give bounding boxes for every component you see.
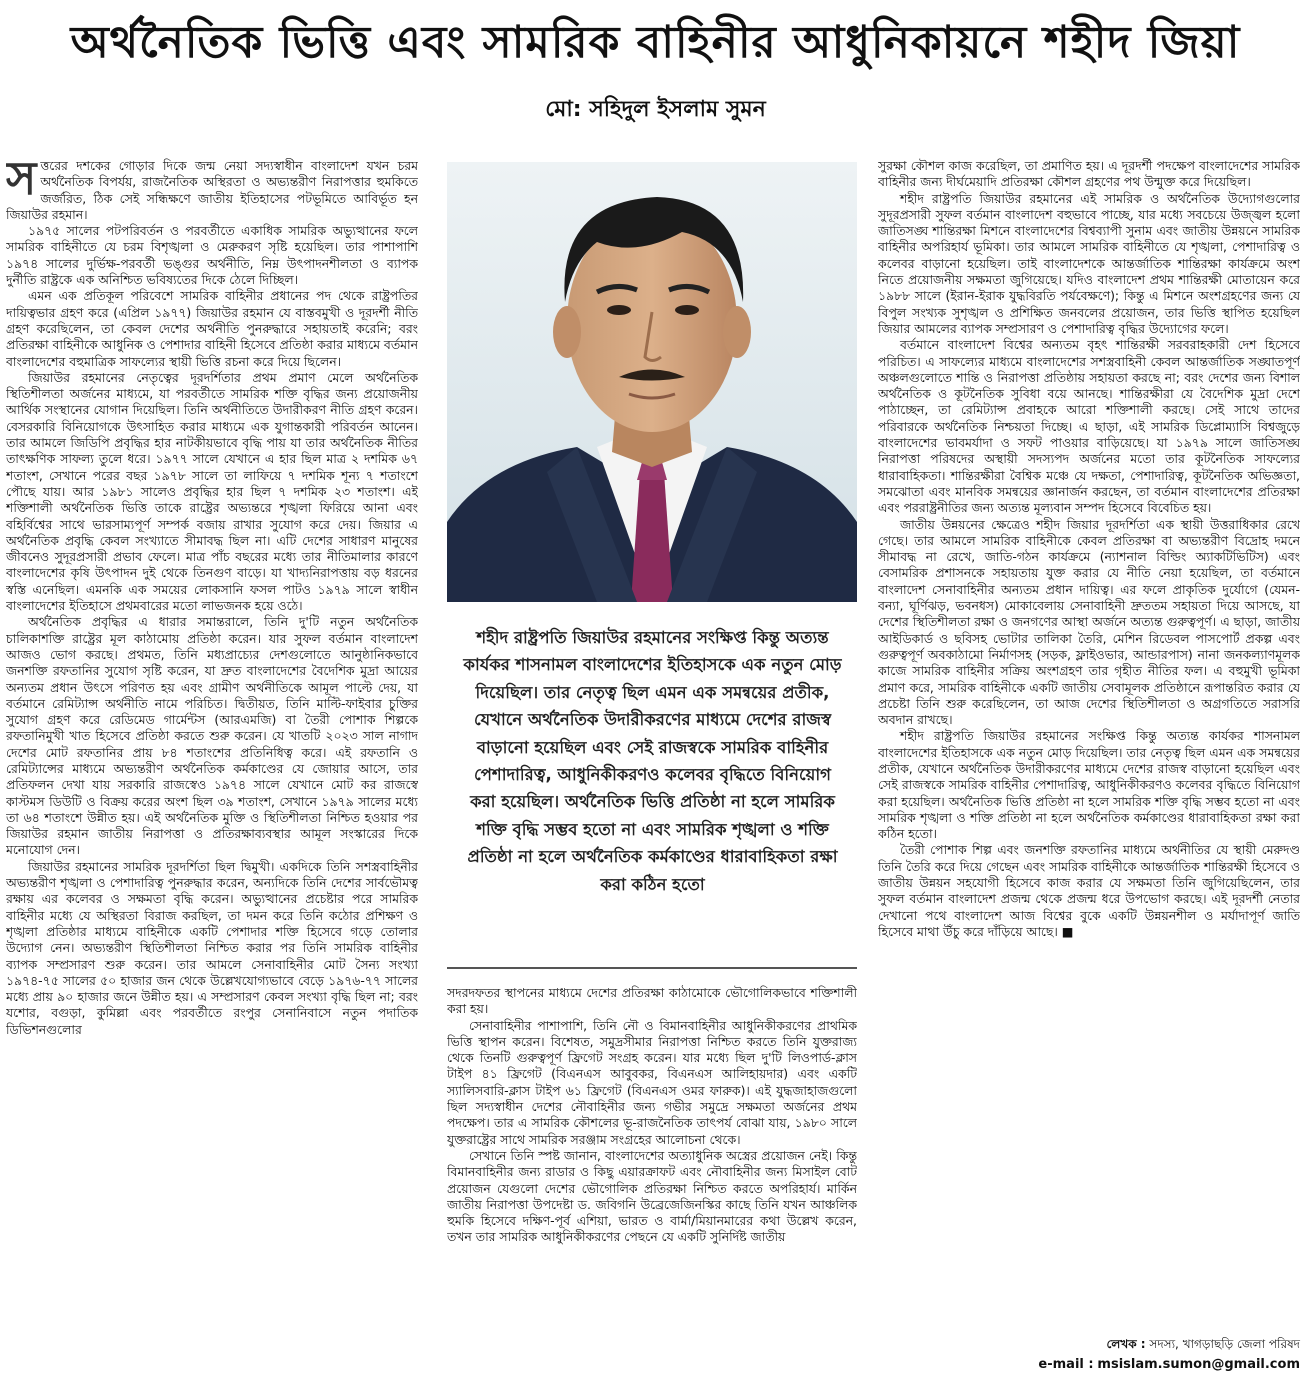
portrait-photo (447, 162, 857, 602)
paragraph: সদরদফতর স্থাপনের মাধ্যমে দেশের প্রতিরক্ষা কাঠামোকে ভৌগোলিকভাবে শক্তিশালী করা হয়। (447, 985, 857, 1017)
paragraph: সেনাবাহিনীর পাশাপাশি, তিনি নৌ ও বিমানবাহিনীর আধুনিকীকরণের প্রাথমিক ভিত্তি স্থাপন করেন। বিশেষত, সমুদ্রসীমার নিরাপত্তা নিশ্চিত করতে তিনি যুক্তরাজ্য থেকে তিনটি গুরুত্বপূর্ণ ফ্রিগেট সংগ্রহ করেন। যার মধ্যে ছিল দু'টি লিওপার্ড-ক্লাস টাইপ ৪১ ফ্রিগেট (বিএনএস আবুবকর, বিএনএস আলিহায়দার) এবং একটি স্যালিসবারি-ক্লাস টাইপ ৬১ ফ্রিগেট (বিএনএস ওমর ফারুক)। এই যুদ্ধজাহাজগুলো ছিল সদ্যস্বাধীন দেশের নৌবাহিনীর জন্য গভীর সমুদ্রে সক্ষমতা অর্জনের প্রথম পদক্ষেপ। তার এ সামরিক কৌশলের ভূ-রাজনৈতিক তাৎপর্য বোঝা যায়, ১৯৮০ সালে যুক্তরাষ্ট্রের সাথে সামরিক সরঞ্জাম সংগ্রহের আলোচনা থেকে। (447, 1017, 857, 1147)
paragraph: জিয়াউর রহমানের নেতৃত্বের দূরদর্শিতার প্রথম প্রমাণ মেলে অর্থনৈতিক স্থিতিশীলতা অর্জনের মাধ্যমে, যা পরবর্তীতে সামরিক শক্তি বৃদ্ধির জন্য প্রয়োজনীয় আর্থিক সংস্থানের যোগান দিয়েছিল। তিনি অর্থনীতিতে উদারীকরণ নীতি গ্রহণ করেন। বেসরকারি বিনিয়োগকে উৎসাহিত করার মাধ্যমে এক যুগান্তকারী পরিবর্তন আনেন। তার আমলে জিডিপি প্রবৃদ্ধির হার নাটকীয়ভাবে বৃদ্ধি পায় যা তার অর্থনৈতিক নীতির তাৎক্ষণিক সাফল্য তুলে ধরে। ১৯৭৭ সালে যেখানে এ হার ছিল মাত্র ২ দশমিক ৬৭ শতাংশ, সেখানে পরের বছর ১৯৭৮ সালে তা লাফিয়ে ৭ দশমিক শূন্য ৭ শতাংশে পৌছে যায়। আর ১৯৮১ সালেও প্রবৃদ্ধির হার ছিল ৭ দশমিক ২৩ শতাংশ। এই শক্তিশালী অর্থনৈতিক ভিত্তি তাকে রাষ্ট্রের অভ্যন্তরে শৃঙ্খলা ফিরিয়ে আনা এবং বহির্বিশ্বের সাথে ভারসাম্যপূর্ণ সম্পর্ক বজায় রাখার সুযোগ করে দেয়। জিয়ার এ অর্থনৈতিক প্রবৃদ্ধি কেবল সংখ্যাতে সীমাবদ্ধ ছিল না। এটি দেশের সাধারণ মানুষের জীবনেও সুদূরপ্রসারী প্রভাব ফেলে। মাত্র পাঁচ বছরের মধ্যে তার নীতিমালার কারণে বাংলাদেশের কৃষি উৎপাদন দুই থেকে তিনগুণ বাড়ে। যা খাদ্যনিরাপত্তায় বড় ধরনের স্বস্তি এনেছিল। এমনকি এক সময়ের লোকসানি ফসল পাটও ১৯৭৯ সালে স্বাধীন বাংলাদেশের ইতিহাসে প্রথমবারের মতো লাভজনক হয়ে ওঠে। (6, 369, 418, 614)
paragraph: শহীদ রাষ্ট্রপতি জিয়াউর রহমানের সংক্ষিপ্ত কিন্তু অত্যন্ত কার্যকর শাসনামল বাংলাদেশের ইতিহাসকে এক নতুন মোড় দিয়েছিল। তার নেতৃত্ব ছিল এমন এক সমন্বয়ের প্রতীক, যেখানে অর্থনৈতিক উদারীকরণের মাধ্যমে দেশের রাজস্ব বাড়ানো হয়েছিল এবং সেই রাজস্বকে সামরিক বাহিনীর পেশাদারিত্ব, আধুনিকীকরণও কলেবর বৃদ্ধিতে বিনিয়োগ করা হয়েছিল। অর্থনৈতিক ভিত্তি প্রতিষ্ঠা না হলে সামরিক শক্তি বৃদ্ধি সম্ভব হতো না এবং সামরিক শৃঙ্খলা ও শক্তি প্রতিষ্ঠা না হলে অর্থনৈতিক কর্মকাণ্ডের ধারাবাহিকতা রক্ষা করা কঠিন হতো। (878, 728, 1300, 842)
article-column-3 (878, 158, 1300, 1330)
paragraph: এমন এক প্রতিকূল পরিবেশে সামরিক বাহিনীর প্রধানের পদ থেকে রাষ্ট্রপতির দায়িত্বভার গ্রহণ করে (এপ্রিল ১৯৭৭) জিয়াউর রহমান যে বাস্তবমুখী ও দূরদর্শী নীতি গ্রহণ করেছিলেন, তা কেবল দেশের অর্থনীতি পুনরুদ্ধারে সহায়তাই করেনি; বরং প্রতিরক্ষা বাহিনীকে আধুনিক ও পেশাদার বাহিনী হিসেবে প্রতিষ্ঠা করার মাধ্যমে বর্তমান বাংলাদেশের বহুমাত্রিক সাফল্যের স্থায়ী ভিত্তি রচনা করে দিয়ে ছিলেন। (6, 288, 418, 369)
paragraph: ১৯৭৫ সালের পটপরিবর্তন ও পরবর্তীতে একাধিক সামরিক অভ্যুত্থানের ফলে সামরিক বাহিনীতে যে চরম বিশৃঙ্খলা ও মেরুকরণ সৃষ্টি হয়েছিল। তার পাশাপাশি ১৯৭৪ সালের দুর্ভিক্ষ-পরবর্তী ভঙ্গুর অর্থনীতি, নিম্ন উৎপাদনশীলতা ও ব্যাপক দুর্নীতি রাষ্ট্রকে এক অনিশ্চিত ভবিষ্যতের দিকে ঠেলে দিচ্ছিল। (6, 223, 418, 288)
paragraph: শহীদ রাষ্ট্রপতি জিয়াউর রহমানের এই সামরিক ও অর্থনৈতিক উদ্যোগগুলোর সুদূরপ্রসারী সুফল বর্তমান বাংলাদেশ বহুভাবে পাচ্ছে, যার মধ্যে সবচেয়ে উজ্জ্বল হলো জাতিসঙ্ঘ শান্তিরক্ষা মিশনে বাংলাদেশের বিশ্বব্যাপী সুনাম এবং জাতীয় উন্নয়নে সামরিক বাহিনীর অপরিহার্য ভূমিকা। তার আমলে সামরিক বাহিনীতে যে শৃঙ্খলা, পেশাদারিত্ব ও কলেবর বাড়ানো হয়েছিল। তাই বাংলাদেশকে আন্তর্জাতিক শান্তিরক্ষা কার্যক্রমে অংশ নিতে প্রয়োজনীয় সক্ষমতা জুগিয়েছে। যদিও বাংলাদেশ প্রথম শান্তিরক্ষী মোতায়েন করে ১৯৮৮ সালে (ইরান-ইরাক যুদ্ধবিরতি পর্যবেক্ষণে); কিন্তু এ মিশনে অংশগ্রহণের জন্য যে বিপুল সংখ্যক সুশৃঙ্খল ও প্রশিক্ষিত জনবলের প্রয়োজন, তার ভিত্তি স্থাপিত হয়েছিল জিয়ার আমলের ব্যাপক সম্প্রসারণ ও পেশাদারিত্ব বৃদ্ধির উদ্যোগের ফলে। (878, 190, 1300, 336)
article-title: অর্থনৈতিক ভিত্তি এবং সামরিক বাহিনীর আধুনিকায়নে শহীদ জিয়া (70, 17, 1241, 68)
author-position: সদস্য, খাগড়াছড়ি জেলা পরিষদ (1149, 1337, 1300, 1351)
paragraph: বর্তমানে বাংলাদেশ বিশ্বের অন্যতম বৃহৎ শান্তিরক্ষী সরবরাহকারী দেশ হিসেবে পরিচিত। এ সাফল্যের মাধ্যমে বাংলাদেশের সশস্ত্রবাহিনী কেবল আন্তর্জাতিক সঙ্ঘাতপূর্ণ অঞ্চলগুলোতে শান্তি ও নিরাপত্তা প্রতিষ্ঠায় সহায়তা করছে না; বরং দেশের জন্য বিশাল অর্থনৈতিক ও কূটনৈতিক সুবিধা বয়ে আনছে। শান্তিরক্ষীরা যে বৈদেশিক মুদ্রা দেশে পাঠাচ্ছেন, তা রেমিট্যান্স প্রবাহকে আরো শক্তিশালী করছে। সেই সাথে তাদের পরিবারকে অর্থনৈতিক নিশ্চয়তা দিচ্ছে। এ ছাড়া, এই সামরিক ডিপ্লোম্যাসি বিশ্বজুড়ে বাংলাদেশের ভাবমর্যাদা ও সফট পাওয়ার বাড়িয়েছে। যা ১৯৭৯ সালে জাতিসঙ্ঘ নিরাপত্তা পরিষদের অস্থায়ী সদস্যপদ অর্জনের মতো তার কূটনৈতিক সাফল্যের ধারাবাহিকতা। শান্তিরক্ষীরা বৈশ্বিক মঞ্চে যে দক্ষতা, পেশাদারিত্ব, কূটনৈতিক অভিজ্ঞতা, সমঝোতা এবং মানবিক সমন্বয়ের জ্ঞানার্জন করছেন, তা বর্তমান বাংলাদেশের প্রতিরক্ষা এবং পররাষ্ট্রনীতির জন্য অত্যন্ত মূল্যবান সম্পদ হিসেবে বিবেচিত হয়। (878, 337, 1300, 516)
byline: মো: সহিদুল ইসলাম সুমন (545, 97, 766, 122)
paragraph: সেখানে তিনি স্পষ্ট জানান, বাংলাদেশের অত্যাধুনিক অস্ত্রের প্রয়োজন নেই। কিন্তু বিমানবাহিনীর জন্য রাডার ও কিছু এয়ারক্রাফট এবং নৌবাহিনীর জন্য মিসাইল বোট প্রয়োজন যেগুলো দেশের ভৌগোলিক প্রতিরক্ষা নিশ্চিত করতে অপরিহার্য। মার্কিন জাতীয় নিরাপত্তা উপদেষ্টা ড. জবিগনি উব্রেজেজিনস্কির কাছে তিনি যখন আঞ্চলিক হুমকি হিসেবে দক্ষিণ-পূর্ব এশিয়া, ভারত ও বার্মা/মিয়ানমারের কথা উল্লেখ করেন, তখন তার সামরিক আধুনিকীকরণের পেছনে যে একটি সুনির্দিষ্ট জাতীয় (447, 1147, 857, 1245)
author-label: লেখক : (1106, 1337, 1146, 1351)
paragraph: জিয়াউর রহমানের সামরিক দূরদর্শিতা ছিল দ্বিমুখী। একদিকে তিনি সশস্ত্রবাহিনীর অভ্যন্তরীণ শৃঙ্খলা ও পেশাদারিত্ব পুনরুদ্ধার করেন, অন্যদিকে তিনি দেশের সার্বভৌমত্ব রক্ষায় এর কলেবর ও সক্ষমতা বৃদ্ধি করেন। অভ্যুত্থানের প্রচেষ্টার পরে সামরিক বাহিনীর মধ্যে যে অস্থিরতা বিরাজ করছিল, তা দমন করে তিনি কঠোর প্রশিক্ষণ ও শৃঙ্খলা প্রতিষ্ঠার মাধ্যমে বাহিনীকে একটি পেশাদার শক্তি হিসেবে গড়ে তোলার উদ্যোগ নেন। অভ্যন্তরীণ স্থিতিশীলতা নিশ্চিত করার পর তিনি সামরিক বাহিনীর ব্যাপক সম্প্রসারণ শুরু করেন। তার আমলে সেনাবাহিনীর মোট সৈন্য সংখ্যা ১৯৭৪-৭৫ সালের ৫০ হাজার জন থেকে উল্লেখযোগ্যভাবে বেড়ে ১৯৭৬-৭৭ সালের মধ্যে প্রায় ৯০ হাজার জনে উন্নীত হয়। এ সম্প্রসারণ কেবল সংখ্যা বৃদ্ধি ছিল না; বরং যশোর, বগুড়া, কুমিল্লা এবং পরবর্তীতে রংপুর সেনানিবাসে নতুন পদাতিক ডিভিশনগুলোর (6, 858, 418, 1037)
paragraph: তৈরী পোশাক শিল্প এবং জনশক্তি রফতানির মাধ্যমে অর্থনীতির যে স্থায়ী মেরুদণ্ড তিনি তৈরি করে দিয়ে গেছেন এবং সামরিক বাহিনীকে আন্তর্জাতিক শান্তিরক্ষী হিসেবে ও জাতীয় উন্নয়ন সহযোগী হিসেবে কাজ করার যে সক্ষমতা তিনি জুগিয়েছিলেন, তার সুফল বর্তমান বাংলাদেশ প্রজন্ম থেকে প্রজন্ম ধরে উপভোগ করছে। এই দূরদর্শী নেতার দেখানো পথে বাংলাদেশ আজ বিশ্বের বুকে একটি উন্নয়নশীল ও মর্যাদাপূর্ণ জাতি হিসেবে মাথা উঁচু করে দাঁড়িয়ে আছে। ■ (878, 842, 1300, 939)
author-info (878, 1334, 1300, 1375)
dropcap: স (6, 158, 37, 205)
email-label: e-mail : (1038, 1357, 1094, 1372)
author-email: msislam.sumon@gmail.com (1097, 1357, 1300, 1372)
paragraph: অর্থনৈতিক প্রবৃদ্ধির এ ধারার সমান্তরালে, তিনি দু'টি নতুন অর্থনৈতিক চালিকাশক্তি রাষ্ট্রের মূল কাঠামোয় প্রতিষ্ঠা করেন। যার সুফল বর্তমান বাংলাদেশ আজও ভোগ করছে। প্রথমত, তিনি মধ্যপ্রাচ্যের দেশগুলোতে আনুষ্ঠানিকভাবে জনশক্তি রফতানির সুযোগ সৃষ্টি করেন, যা দ্রুত বাংলাদেশের বৈদেশিক মুদ্রা আয়ের অন্যতম প্রধান উৎসে পরিণত হয় এবং গ্রামীণ অর্থনীতিকে আমূল পাল্টে দেয়, যা বর্তমানে রেমিট্যান্স অর্থনীতি নামে পরিচিত। দ্বিতীয়ত, তিনি মাল্টি-ফাইবার চুক্তির সুযোগ গ্রহণ করে রেডিমেড গার্মেন্টস (আরএমজি) বা তৈরী পোশাক শিল্পকে রফতানিমুখী খাত হিসেবে প্রতিষ্ঠা করতে শুরু করেন। যে খাতটি ২০২৩ সাল নাগাদ দেশের মোট রফতানির প্রায় ৮৪ শতাংশের প্রতিনিধিত্ব করে। এই রফতানি ও রেমিট্যান্সের মাধ্যমে অভ্যন্তরীণ অর্থনৈতিক কর্মকাণ্ডের যে জোয়ার আসে, তার প্রতিফলন দেখা যায় সরকারি রাজস্বেও ১৯৭৪ সালে যেখানে মোট কর রাজস্বে কাস্টমস ডিউটি ও বিক্রয় করের অংশ ছিল ৩৯ শতাংশ, সেখানে ১৯৭৯ সালের মধ্যে তা ৬৪ শতাংশে উন্নীত হয়। এই অর্থনৈতিক মুক্তি ও স্থিতিশীলতা নিশ্চিত হওয়ার পর জিয়াউর রহমান জাতীয় নিরাপত্তা ও প্রতিরক্ষাব্যবস্থার আমূল সংস্কারের দিকে মনোযোগ দেন। (6, 614, 418, 858)
pull-quote: শহীদ রাষ্ট্রপতি জিয়াউর রহমানের সংক্ষিপ্ত কিন্তু অত্যন্ত কার্যকর শাসনামল বাংলাদেশের ইতিহাসকে এক নতুন মোড় দিয়েছিল। তার নেতৃত্ব ছিল এমন এক সমন্বয়ের প্রতীক, যেখানে অর্থনৈতিক উদারীকরণের মাধ্যমে দেশের রাজস্ব বাড়ানো হয়েছিল এবং সেই রাজস্বকে সামরিক বাহিনীর পেশাদারিত্ব, আধুনিকীকরণও কলেবর বৃদ্ধিতে বিনিয়োগ করা হয়েছিল। অর্থনৈতিক ভিত্তি প্রতিষ্ঠা না হলে সামরিক শক্তি বৃদ্ধি সম্ভব হতো না এবং সামরিক শৃঙ্খলা ও শক্তি প্রতিষ্ঠা না হলে অর্থনৈতিক কর্মকাণ্ডের ধারাবাহিকতা রক্ষা করা কঠিন হতো (463, 628, 842, 894)
divider (447, 967, 857, 969)
article-column-1 (6, 158, 418, 1370)
article-column-2 (447, 985, 857, 1375)
paragraph: জাতীয় উন্নয়নের ক্ষেত্রেও শহীদ জিয়ার দূরদর্শিতা এক স্থায়ী উত্তরাধিকার রেখে গেছে। তার আমলে সামরিক বাহিনীকে কেবল প্রতিরক্ষা বা অভ্যন্তরীণ বিদ্রোহ দমনে সীমাবদ্ধ না রেখে, জাতি-গঠন কার্যক্রমে (ন্যাশনাল বিল্ডিং অ্যাকটিভিটিস) এবং বেসামরিক প্রশাসনকে সহায়তায় যুক্ত করার যে নীতি নেয়া হয়েছিল, তা বর্তমানে বাংলাদেশ সেনাবাহিনীর অন্যতম প্রধান দায়িত্ব। এর ফলে প্রাকৃতিক দুর্যোগে (যেমন- বন্যা, ঘূর্ণিঝড়, ভবনধস) মোকাবেলায় সেনাবাহিনী দ্রুততম সহায়তা দিয়ে আসছে, যা দেশের স্থিতিশীলতা রক্ষা ও জনগণের আস্থা অর্জনে অত্যন্ত গুরুত্বপূর্ণ। এ ছাড়া, জাতীয় আইডিকার্ড ও ছবিসহ ভোটার তালিকা তৈরি, মেশিন রিডেবল পাসপোর্ট প্রকল্প এবং গুরুত্বপূর্ণ অবকাঠামো নির্মাণসহ (সড়ক, ফ্লাইওভার, আন্ডারপাস) নানা জনকল্যাণমূলক কাজে সামরিক বাহিনীর সক্রিয় অংশগ্রহণ তার গৃহীত নীতির ফল। এ বহুমুখী ভূমিকা প্রমাণ করে, সামরিক বাহিনীকে একটি জাতীয় সেবামূলক প্রতিষ্ঠানে রূপান্তরিত করার যে প্রচেষ্টা তিনি শুরু করেছিলেন, তা আজ দেশের স্থিতিশীলতা ও অগ্রগতিতে সরাসরি অবদান রাখছে। (878, 516, 1300, 728)
paragraph: সুরক্ষা কৌশল কাজ করেছিল, তা প্রমাণিত হয়। এ দূরদর্শী পদক্ষেপ বাংলাদেশের সামরিক বাহিনীর জন্য দীর্ঘমেয়াদি প্রতিরক্ষা কৌশল গ্রহণের পথ উন্মুক্ত করে দিয়েছিল। (878, 158, 1300, 190)
paragraph: সত্তরের দশকের গোড়ার দিকে জন্ম নেয়া সদ্যস্বাধীন বাংলাদেশ যখন চরম অর্থনৈতিক বিপর্যয়, রাজনৈতিক অস্থিরতা ও অভ্যন্তরীণ নিরাপত্তার হুমকিতে জর্জরিত, ঠিক সেই সন্ধিক্ষণে জাতীয় ইতিহাসের পটভূমিতে আবির্ভূত হন জিয়াউর রহমান। (6, 158, 418, 222)
